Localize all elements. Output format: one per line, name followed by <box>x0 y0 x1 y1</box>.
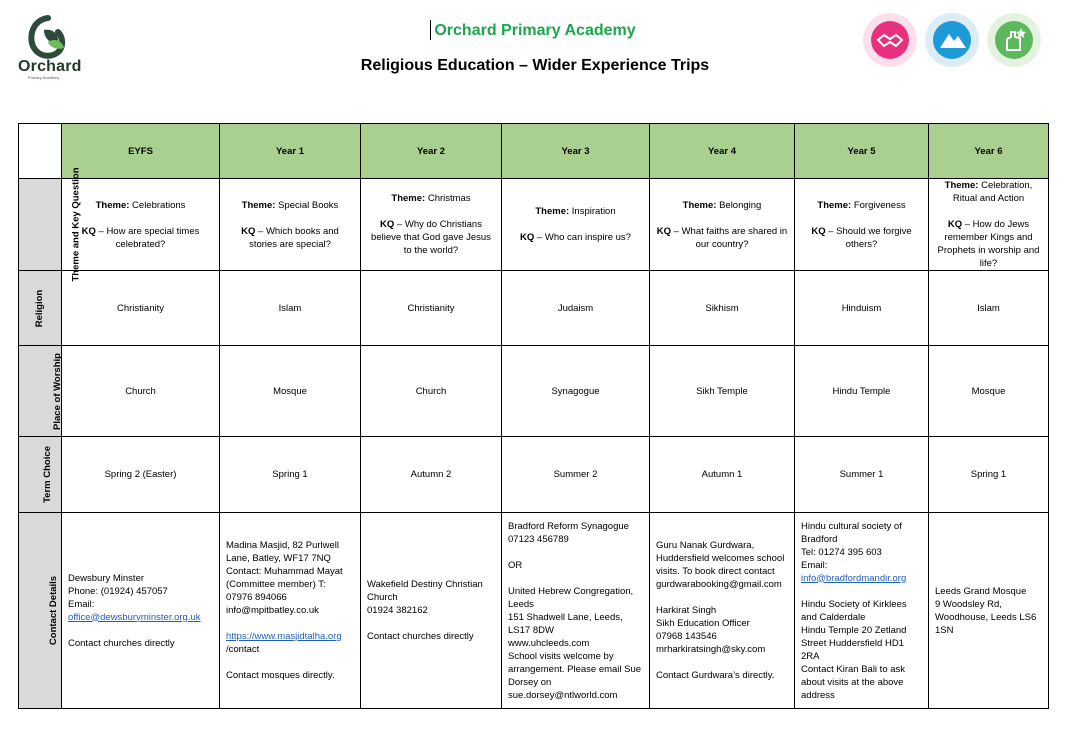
contact-cell <box>502 513 650 709</box>
contact-line: Hindu Society of Kirklees and Calderdale <box>801 598 907 623</box>
kq-label: KQ <box>656 225 672 237</box>
handshake-badge-icon <box>862 12 918 68</box>
theme-line <box>508 205 643 218</box>
theme-value: Forgiveness <box>853 199 906 211</box>
contact-line: Hindu Temple 20 Zetland Street Huddersfield HD1 2RA <box>801 624 907 662</box>
religion-cell: Sikhism <box>650 271 795 346</box>
contact-line: /contact <box>226 644 260 655</box>
contact-line <box>656 591 788 604</box>
kq-line: KQ – Who can inspire us? <box>520 232 631 243</box>
kq-line: KQ – Should we forgive others? <box>811 225 912 250</box>
worship-cell: Synagogue <box>502 346 650 437</box>
term-cell: Summer 1 <box>795 437 929 513</box>
theme-line <box>656 199 788 212</box>
theme-value: Inspiration <box>571 206 616 217</box>
term-cell: Spring 2 (Easter) <box>62 437 220 513</box>
row-label: Theme and Key Question <box>70 167 82 282</box>
contact-line: Contact Kiran Bali to ask about visits at the above address <box>801 663 906 701</box>
contact-row <box>19 513 1049 709</box>
theme-cell <box>361 179 502 271</box>
theme-value: Celebration, Ritual and Action <box>952 180 1033 204</box>
theme-label: Theme: <box>535 206 570 217</box>
row-header-theme <box>19 167 82 282</box>
contact-cell <box>929 513 1049 709</box>
kq-value: Which books and stories are special? <box>249 225 339 250</box>
theme-label: Theme: <box>817 199 852 211</box>
theme-label: Theme: <box>682 199 717 211</box>
theme-label: Theme: <box>241 199 276 211</box>
term-cell: Summer 2 <box>502 437 650 513</box>
worship-cell: Hindu Temple <box>795 346 929 437</box>
kq-value: Who can inspire us? <box>544 232 631 243</box>
contact-line: Hindu cultural society of Bradford <box>801 520 902 545</box>
contact-line: Leeds Grand Mosque <box>935 585 1027 597</box>
theme-value: Celebrations <box>132 199 186 211</box>
kq-label: KQ <box>947 219 963 230</box>
theme-line <box>801 199 922 212</box>
trips-table <box>18 123 1049 709</box>
theme-row <box>19 179 1049 271</box>
worship-row <box>19 346 1049 437</box>
column-header: Year 5 <box>795 124 929 179</box>
religion-cell: Christianity <box>361 271 502 346</box>
contact-line: Contact: Muhammad Mayat (Committee member) T: 07976 894066 <box>226 566 343 603</box>
kq-value: How do Jews remember Kings and Prophets in worship and life? <box>937 219 1040 269</box>
theme-cell <box>502 179 650 271</box>
kq-line: KQ – Why do Christians believe that God gave Jesus to the world? <box>371 219 491 256</box>
term-cell: Spring 1 <box>220 437 361 513</box>
corner-cell <box>19 124 62 179</box>
theme-cell <box>62 179 220 271</box>
contact-line: Email: <box>801 559 828 571</box>
document-title: Religious Education – Wider Experience Trips <box>360 57 710 74</box>
worship-cell: Mosque <box>220 346 361 437</box>
contact-line: www.uhcleeds.com <box>508 637 590 649</box>
contact-line: Contact Gurdwara’s directly. <box>656 670 775 681</box>
theme-cell <box>220 179 361 271</box>
worship-cell: Church <box>361 346 502 437</box>
kq-line: KQ – How are special times celebrated? <box>81 225 200 250</box>
worship-cell: Sikh Temple <box>650 346 795 437</box>
kq-value: Should we forgive others? <box>836 225 912 250</box>
contact-line: 01924 382162 <box>367 605 428 616</box>
contact-line: mrharkiratsingh@sky.com <box>656 644 766 655</box>
worship-cell: Mosque <box>929 346 1049 437</box>
contact-line: School visits welcome by arrangement. Please email Sue Dorsey on sue.dorsey@ntlworld.com <box>508 650 642 701</box>
row-header-term <box>19 437 62 513</box>
contact-line: Guru Nanak Gurdwara, Huddersfield welcomes school visits. To book direct contact <box>656 540 785 577</box>
religion-cell: Judaism <box>502 271 650 346</box>
worship-cell: Church <box>62 346 220 437</box>
column-header: Year 4 <box>650 124 795 179</box>
contact-line <box>367 617 495 630</box>
contact-line: gurdwarabooking@gmail.com <box>656 579 782 590</box>
row-label: Contact Details <box>48 575 60 646</box>
theme-line <box>935 179 1042 205</box>
kq-line: KQ – Which books and stories are special? <box>241 225 339 250</box>
contact-line: Sikh Education Officer <box>656 618 750 629</box>
column-header: Year 2 <box>361 124 502 179</box>
contact-line: Contact churches directly <box>68 637 175 649</box>
header-row <box>19 124 1049 179</box>
contact-line: info@mpitbatley.co.uk <box>226 605 319 616</box>
religion-cell: Islam <box>929 271 1049 346</box>
theme-label: Theme: <box>944 180 979 191</box>
contact-line: United Hebrew Congregation, Leeds <box>508 585 634 610</box>
contact-line: 151 Shadwell Lane, Leeds, LS17 8DW <box>508 611 623 636</box>
term-cell: Autumn 1 <box>650 437 795 513</box>
contact-line: Contact churches directly <box>367 631 474 642</box>
contact-link[interactable]: office@dewsburyminster.org.uk <box>68 611 201 623</box>
column-header: Year 3 <box>502 124 650 179</box>
contact-cell <box>795 513 929 709</box>
column-header: Year 6 <box>929 124 1049 179</box>
row-label: Religion <box>34 289 46 327</box>
religion-cell: Islam <box>220 271 361 346</box>
contact-line: Madina Masjid, 82 Purlwell Lane, Batley, WF17 7NQ <box>226 540 339 564</box>
contact-line <box>68 624 213 637</box>
kq-label: KQ <box>81 225 96 237</box>
contact-cell <box>650 513 795 709</box>
logo-name: Orchard <box>18 58 82 75</box>
contact-line <box>226 656 354 669</box>
contact-line <box>656 656 788 669</box>
kq-value: How are special times celebrated? <box>106 225 200 250</box>
contact-line <box>226 617 354 630</box>
row-header-worship <box>19 346 62 437</box>
religion-cell: Hinduism <box>795 271 929 346</box>
contact-line <box>508 546 643 559</box>
hand-star-badge-icon <box>986 12 1042 68</box>
contact-cell <box>220 513 361 709</box>
theme-cell <box>650 179 795 271</box>
row-label: Term Choice <box>41 446 53 503</box>
religion-row <box>19 271 1049 346</box>
contact-line: Dewsbury Minster <box>68 572 145 584</box>
contact-line: Harkirat Singh <box>656 605 717 616</box>
contact-link[interactable]: info@bradfordmandir.org <box>801 572 907 584</box>
theme-line <box>226 199 354 212</box>
contact-line: 07968 143546 <box>656 631 717 642</box>
theme-value: Belonging <box>719 199 762 211</box>
contact-line: 07123 456789 <box>508 533 569 545</box>
theme-cell <box>795 179 929 271</box>
religion-cell: Christianity <box>62 271 220 346</box>
row-label: Place of Worship <box>51 352 63 430</box>
kq-label: KQ <box>811 225 826 237</box>
contact-line: Phone: (01924) 457057 <box>68 585 168 597</box>
contact-line <box>801 585 922 598</box>
column-header: EYFS <box>62 124 220 179</box>
kq-label: KQ <box>520 232 535 243</box>
contact-line: OR <box>508 559 523 571</box>
theme-line <box>367 192 495 205</box>
contact-cell <box>62 513 220 709</box>
contact-line: Tel: 01274 395 603 <box>801 546 882 558</box>
row-header-contact <box>19 513 62 709</box>
contact-line: Wakefield Destiny Christian Church <box>367 579 483 603</box>
theme-value: Special Books <box>278 199 339 211</box>
kq-value: What faiths are shared in our country? <box>681 225 788 250</box>
theme-cell <box>929 179 1049 271</box>
contact-line: Bradford Reform Synagogue <box>508 520 629 532</box>
contact-cell <box>361 513 502 709</box>
kq-label: KQ <box>241 225 256 237</box>
kq-label: KQ <box>380 219 395 230</box>
theme-value: Christmas <box>427 193 471 204</box>
column-header: Year 1 <box>220 124 361 179</box>
school-name: Orchard Primary Academy <box>434 22 636 39</box>
contact-line: Contact mosques directly. <box>226 670 335 681</box>
theme-line <box>68 199 213 212</box>
contact-link[interactable]: https://www.masjidtalha.org <box>226 631 342 642</box>
mountain-badge-icon <box>924 12 980 68</box>
kq-line: KQ – What faiths are shared in our country? <box>656 225 788 250</box>
theme-label: Theme: <box>391 193 426 204</box>
term-cell: Autumn 2 <box>361 437 502 513</box>
term-row <box>19 437 1049 513</box>
kq-value: Why do Christians believe that God gave Jesus to the world? <box>371 219 491 256</box>
contact-line: 9 Woodsley Rd, Woodhouse, Leeds LS6 1SN <box>935 598 1037 636</box>
kq-line: KQ – How do Jews remember Kings and Prophets in worship and life? <box>937 219 1040 269</box>
contact-line <box>508 572 643 585</box>
term-cell: Spring 1 <box>929 437 1049 513</box>
row-header-religion <box>19 271 62 346</box>
contact-line: Email: <box>68 598 95 610</box>
logo-subtitle: Primary Academy <box>28 75 60 80</box>
theme-label: Theme: <box>95 199 130 211</box>
